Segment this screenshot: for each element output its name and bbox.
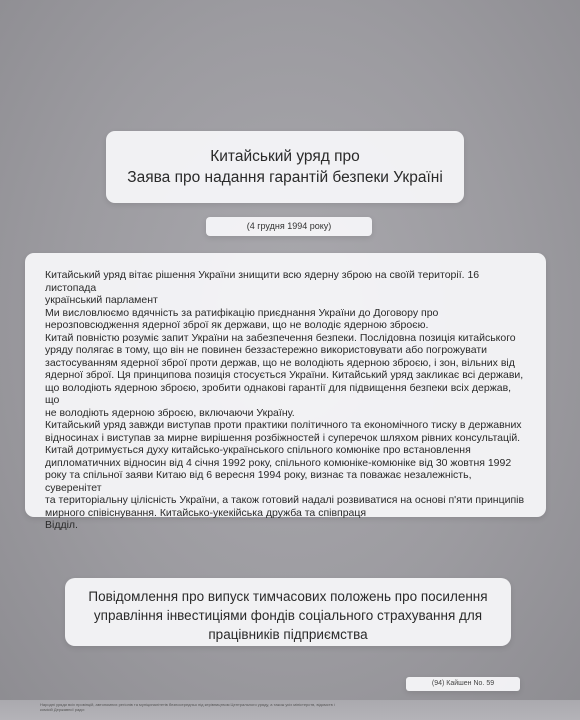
body-line: Китай повністю розуміє запит України на забезпечення безпеки. Послідовна позиція китайського	[45, 331, 516, 344]
body-line: Китайський уряд вітає рішення України знищити всю ядерну зброю на своїй території. 16 листопада	[45, 269, 480, 294]
body-line: дипломатичних відносин від 4 січня 1992 року, спільного комюніке-комюніке від 30 жовтня 1992	[45, 456, 512, 469]
document-number-label: (94) Кайшен No. 59	[406, 677, 520, 691]
body-line: Відділ.	[45, 519, 78, 531]
notice-title-line-1: Повідомлення про випуск тимчасових положень про посилення	[88, 589, 488, 604]
body-line: та територіальну цілісність України, а також готовий надалі розвиватися на основі п'яти принципів	[45, 494, 525, 506]
body-line: не володіють ядерною зброєю, включаючи Україну.	[45, 406, 295, 419]
body-line: відносинах і виступав за мирне вирішення розбіжностей і суперечок шляхом рівних консультацій.	[45, 431, 521, 444]
body-line: нерозповсюдження ядерної зброї як держави, що не володіє ядерною зброєю.	[45, 319, 429, 331]
document-title-card	[106, 131, 464, 203]
notice-title-line-3: працівників підприємства	[208, 627, 368, 642]
body-line: Ми висловлюємо вдячність за ратифікацію приєднання України до Договору про	[45, 306, 439, 319]
document-title-line-2: Заява про надання гарантій безпеки Україні	[127, 169, 443, 186]
body-line: український парламент	[45, 294, 158, 306]
body-line: ядерної зброї. Ця принципова позиція стосується України. Китайський уряд закликає всі держави,	[45, 369, 524, 381]
document-title-line-1: Китайський уряд про	[210, 148, 360, 165]
body-line: мирного співіснування. Китайсько-укекійська дружба та співпраця	[45, 506, 367, 519]
body-line: Китай дотримується духу китайсько-українського спільного комюніке про встановлення	[45, 444, 471, 456]
body-line: уряду полягає в тому, що він не повинен беззастережно використовувати або погрожувати	[45, 344, 488, 356]
document-body-card	[25, 253, 546, 531]
body-line: що володіють ядерною зброєю, зробити однакові гарантії для підвищення безпеки всіх держав, що	[45, 381, 512, 406]
document-date: (4 грудня 1994 року)	[206, 217, 372, 236]
notice-title-card	[65, 578, 511, 646]
body-line: року та спільної заяви Китаю від 6 вересня 1994 року, визнає та поважає незалежність, суверенітет	[45, 469, 472, 494]
addressee-note: Народні уряди всіх провінцій, автономних регіонів та муніципалітетів безпосередньо під керівництвом Центрального уряду, а також усіх міністерств, відомств і комісій Державної ради:	[40, 702, 335, 712]
body-line: застосуванням ядерної зброї проти держав, що не володіють ядерною зброєю, і зон, вільних від	[45, 356, 515, 369]
body-line: Китайський уряд завжди виступав проти практики політичного та економічного тиску в державних	[45, 419, 522, 431]
notice-title-line-2: управління інвестиціями фондів соціального страхування для	[93, 608, 483, 623]
